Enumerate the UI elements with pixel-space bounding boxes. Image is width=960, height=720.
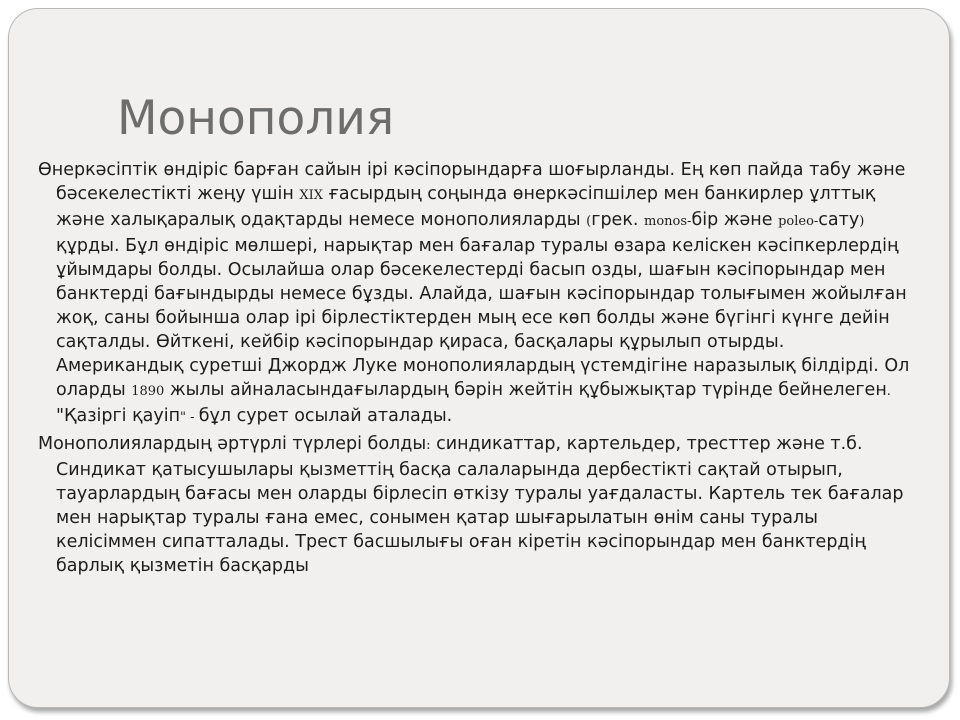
p1-text-5: сату — [818, 210, 860, 230]
p1-text-2: ғасырдың соңында өнеркәсіпшілер мен банкирлер ұлттық және халықаралық одақтарды немесе монополияларды — [56, 184, 876, 230]
p1-text-4: бір және — [691, 210, 779, 230]
p1-year: 1890 — [131, 384, 165, 399]
slide-body — [38, 158, 913, 580]
p1-text-6: құрды. Бұл өндіріс мөлшері, нарықтар мен бағалар туралы өзара келіскен кәсіпкерлердің ұйымдары болды. Осылайша олар бәсекелестерді басып озды, шағын кәсіпорындар мен банктерді бағындырды немесе бұзды. Алайда, шағын кәсіпорындар толығымен жойылған жоқ, саны бойынша олар ірі бірлестіктерден мың есе көп болды және бүгінгі күнге дейін сақталды. Өйткені, кейбір кәсіпорындар қираса, басқалары құрылып отырды. Американдық суретші Джордж Луке монополиялардың үстемдігіне наразылық білдірді. Ол оларды — [56, 236, 910, 400]
p2-text-2: синдикаттар, картельдер, тресттер және т.б. Синдикат қатысушылары қызметтің басқа салаларында дербестікті сақтай отырып, тауарлардың бағасы мен оларды бірлесіп өткізу туралы уағдаласты. Картель тек бағалар мен нарықтар туралы ғана емес, сонымен қатар шығарылатын өнім саны туралы келісіммен сипатталады. Трест басшылығы оған кіретін кәсіпорындар мен банктердің барлық қызметін басқарды — [56, 434, 904, 576]
p1-quote-dash: " - — [180, 410, 199, 425]
body-paragraph-1 — [38, 158, 913, 430]
p2-text-1: Монополиялардың әртүрлі түрлері болды — [38, 434, 427, 454]
p1-text-8: "Қазіргі қауіп — [56, 406, 181, 426]
p2-colon: : — [426, 438, 431, 453]
p1-text-10: бұл сурет осылай аталады. — [198, 406, 453, 426]
p1-close-paren: ) — [859, 214, 865, 229]
p1-century: XIX — [299, 188, 324, 203]
p1-text-1: Өнеркәсіптік өндіріс барған сайын ірі кәсіпорындарға шоғырланды. Ең көп пайда табу және бәсекелестікті жеңу үшін — [38, 160, 906, 204]
p1-text-3: грек. — [591, 210, 645, 230]
p1-dot: . — [886, 384, 891, 399]
p1-text-7: жылы айналасындағылардың бәрін жейтін құбыжықтар түрінде бейнелеген — [164, 380, 887, 400]
p1-open-paren: ( — [586, 214, 592, 229]
body-paragraph-2 — [38, 432, 913, 578]
slide-title: Монополия — [117, 91, 395, 146]
p1-greek-word-1: monos- — [644, 214, 692, 229]
p1-greek-word-2: poleo- — [778, 214, 819, 229]
